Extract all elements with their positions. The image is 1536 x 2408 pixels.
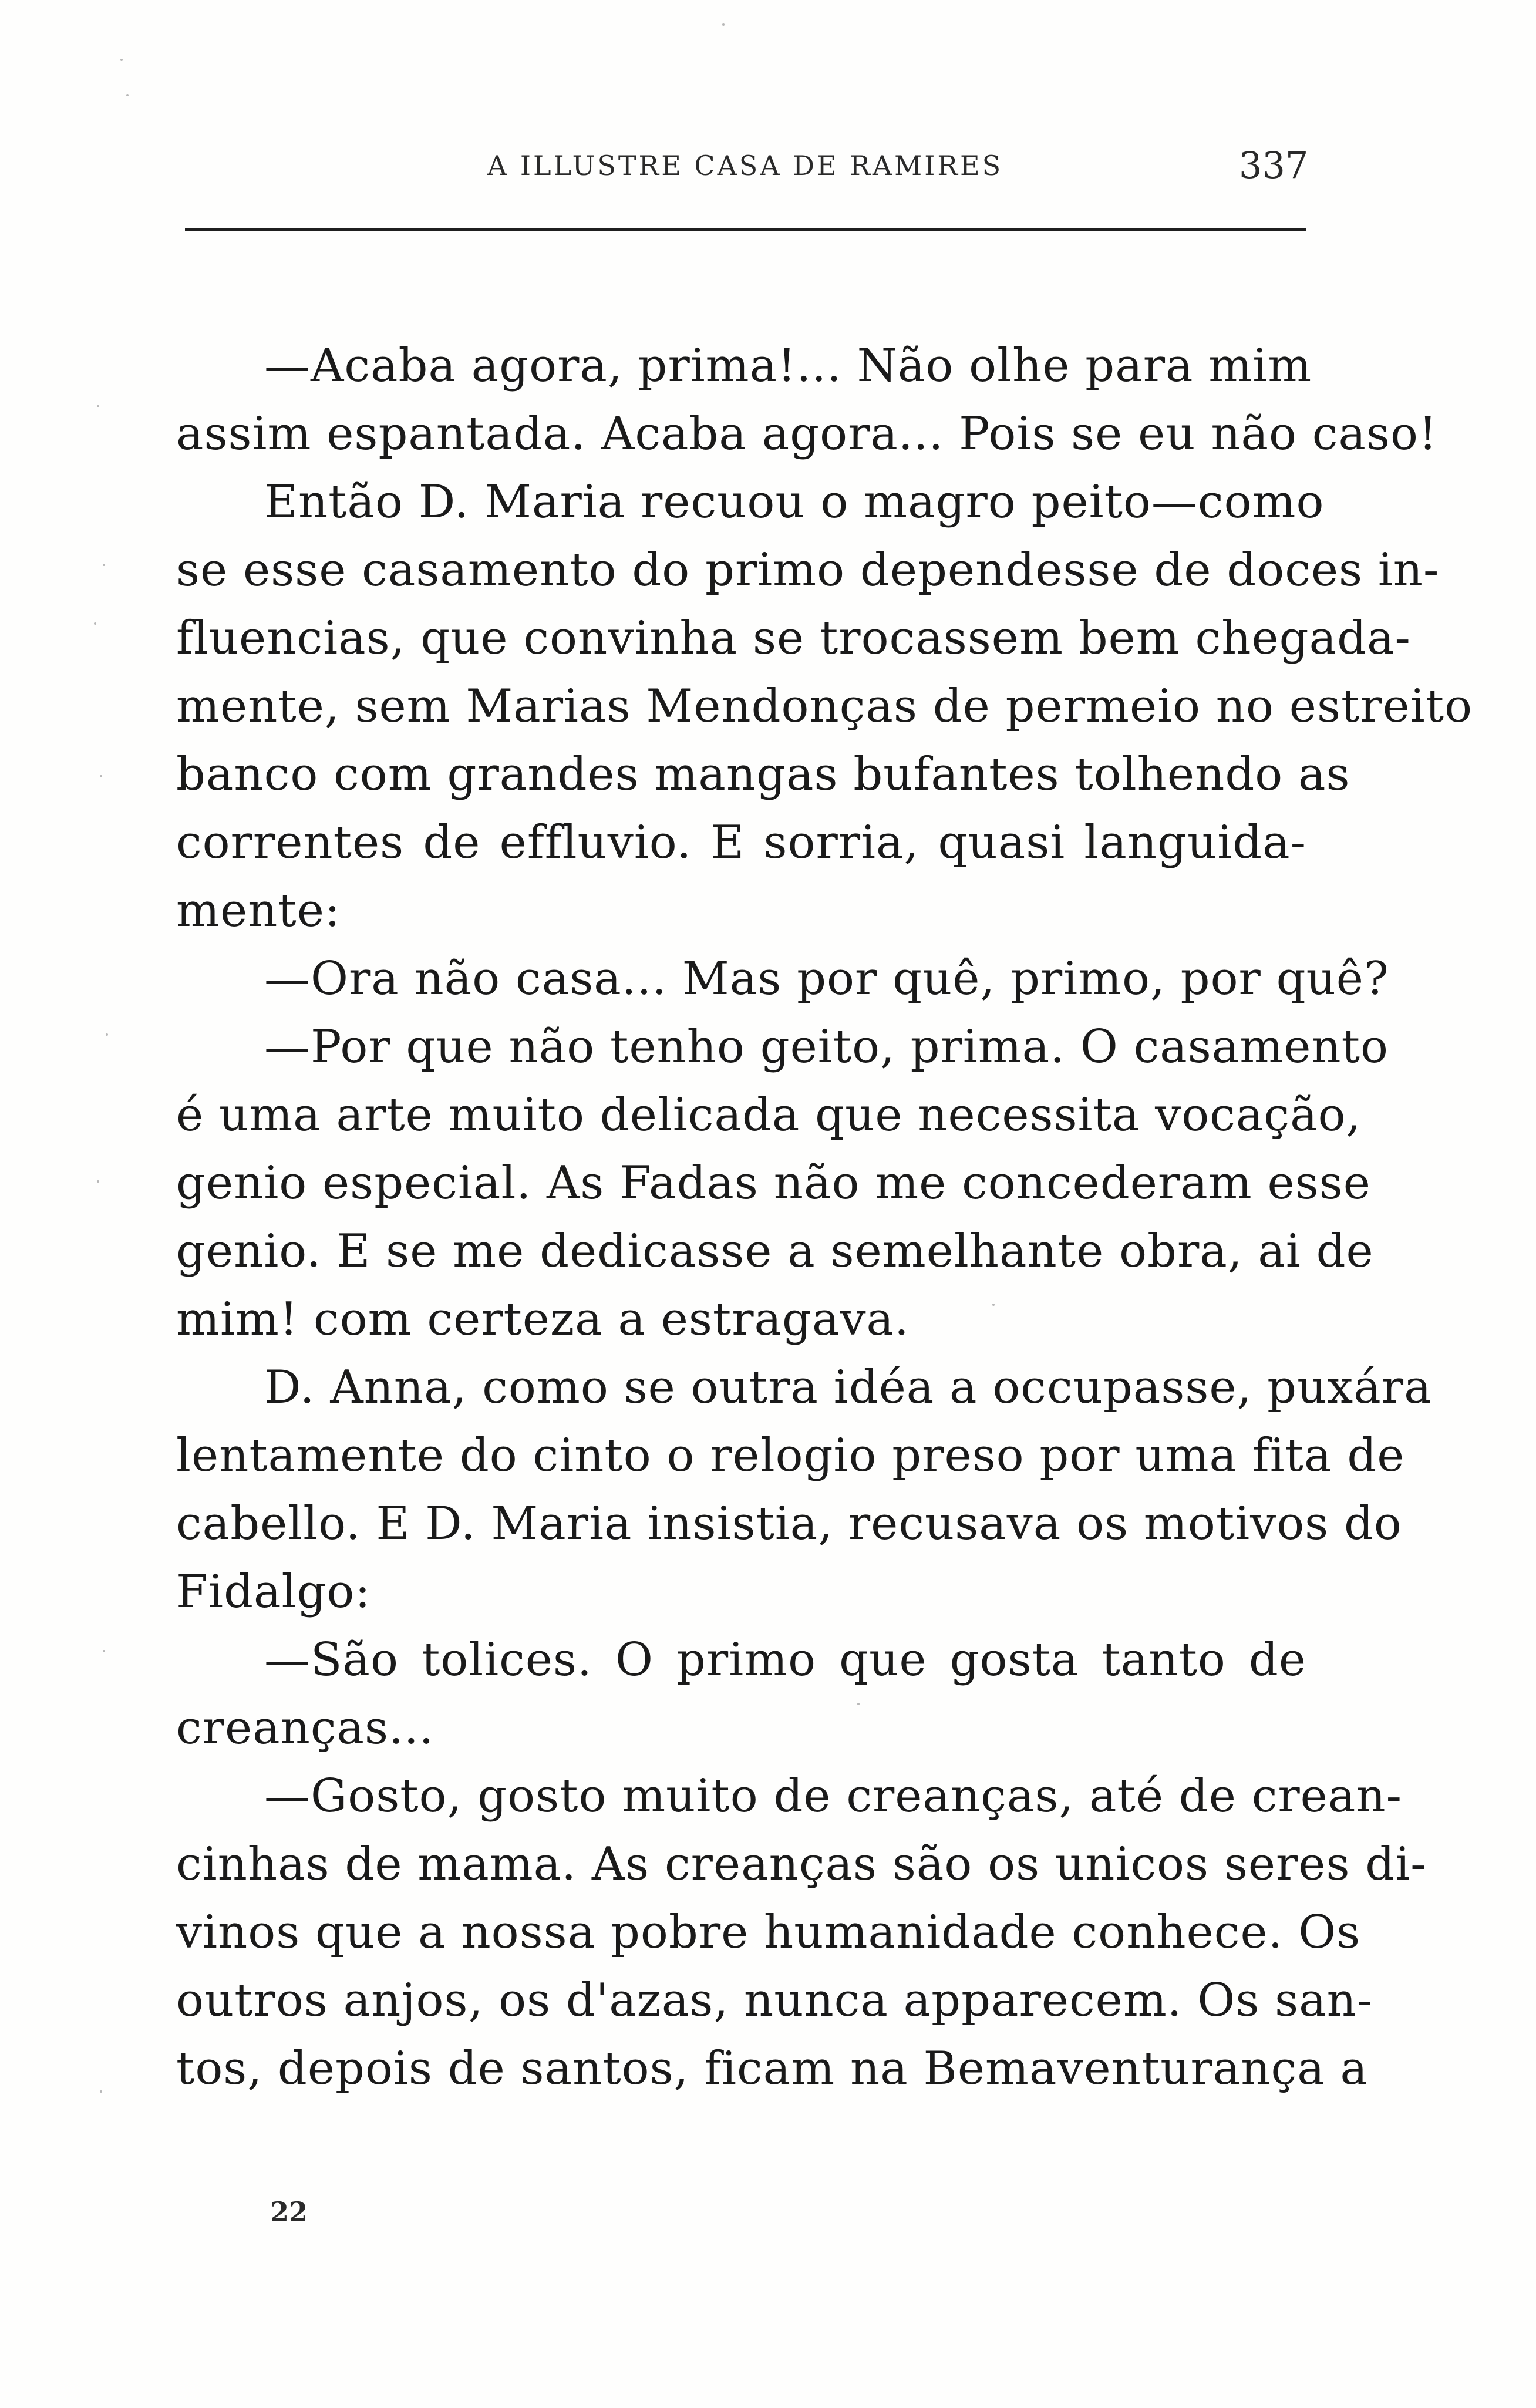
text-line: mente, sem Marias Mendonças de permeio no estreito <box>176 680 1473 733</box>
signature-mark: 22 <box>270 2196 308 2228</box>
print-speck <box>126 94 129 96</box>
text-line: lentamente do cinto o relogio preso por uma fita de <box>176 1429 1405 1482</box>
text-line: banco com grandes mangas bufantes tolhendo as <box>176 748 1350 801</box>
text-line: genio. E se me dedicasse a semelhante obra, ai de <box>176 1225 1374 1278</box>
text-line: fluencias, que convinha se trocassem bem chegada- <box>176 612 1411 665</box>
print-speck <box>94 622 96 625</box>
print-speck <box>97 405 99 407</box>
text-line: —São tolices. O primo que gosta tanto de <box>264 1634 1306 1686</box>
print-speck <box>100 775 102 777</box>
print-speck <box>106 1033 108 1036</box>
running-title: A ILLUSTRE CASA DE RAMIRES <box>487 150 1003 181</box>
page-number: 337 <box>1239 144 1309 187</box>
text-line: —Por que não tenho geito, prima. O casamento <box>264 1021 1389 1073</box>
text-line: Fidalgo: <box>176 1565 371 1618</box>
text-line: mente: <box>176 884 341 937</box>
text-line: se esse casamento do primo dependesse de doces in- <box>176 544 1440 597</box>
text-line: mim! com certeza a estragava. <box>176 1293 910 1346</box>
text-line: outros anjos, os d'azas, nunca apparecem. Os san- <box>176 1974 1373 2027</box>
print-speck <box>857 1703 860 1705</box>
print-speck <box>103 564 105 566</box>
text-line: —Acaba agora, prima!... Não olhe para mim <box>264 339 1312 392</box>
text-line: tos, depois de santos, ficam na Bemaventurança a <box>176 2042 1369 2095</box>
text-line: —Ora não casa... Mas por quê, primo, por quê? <box>264 952 1389 1005</box>
text-line: Então D. Maria recuou o magro peito—como <box>264 476 1325 528</box>
text-line: genio especial. As Fadas não me concederam esse <box>176 1157 1371 1210</box>
header-rule <box>185 228 1306 231</box>
text-line: cinhas de mama. As creanças são os unicos seres di- <box>176 1838 1427 1891</box>
print-speck <box>992 1304 995 1306</box>
print-speck <box>120 59 123 61</box>
text-line: é uma arte muito delicada que necessita vocação, <box>176 1089 1362 1141</box>
print-speck <box>97 1180 99 1183</box>
text-line: correntes de effluvio. E sorria, quasi languida- <box>176 816 1306 869</box>
print-speck <box>100 2090 102 2093</box>
body-text <box>176 332 1473 2103</box>
text-line: —Gosto, gosto muito de creanças, até de crean- <box>264 1770 1402 1823</box>
print-speck <box>103 1650 105 1652</box>
text-line: cabello. E D. Maria insistia, recusava os motivos do <box>176 1497 1402 1550</box>
print-speck <box>722 23 725 26</box>
text-line: vinos que a nossa pobre humanidade conhece. Os <box>176 1906 1361 1959</box>
text-line: assim espantada. Acaba agora... Pois se eu não caso! <box>176 407 1438 460</box>
text-line: D. Anna, como se outra idéa a occupasse, puxára <box>264 1361 1432 1414</box>
text-line: creanças... <box>176 1702 434 1754</box>
